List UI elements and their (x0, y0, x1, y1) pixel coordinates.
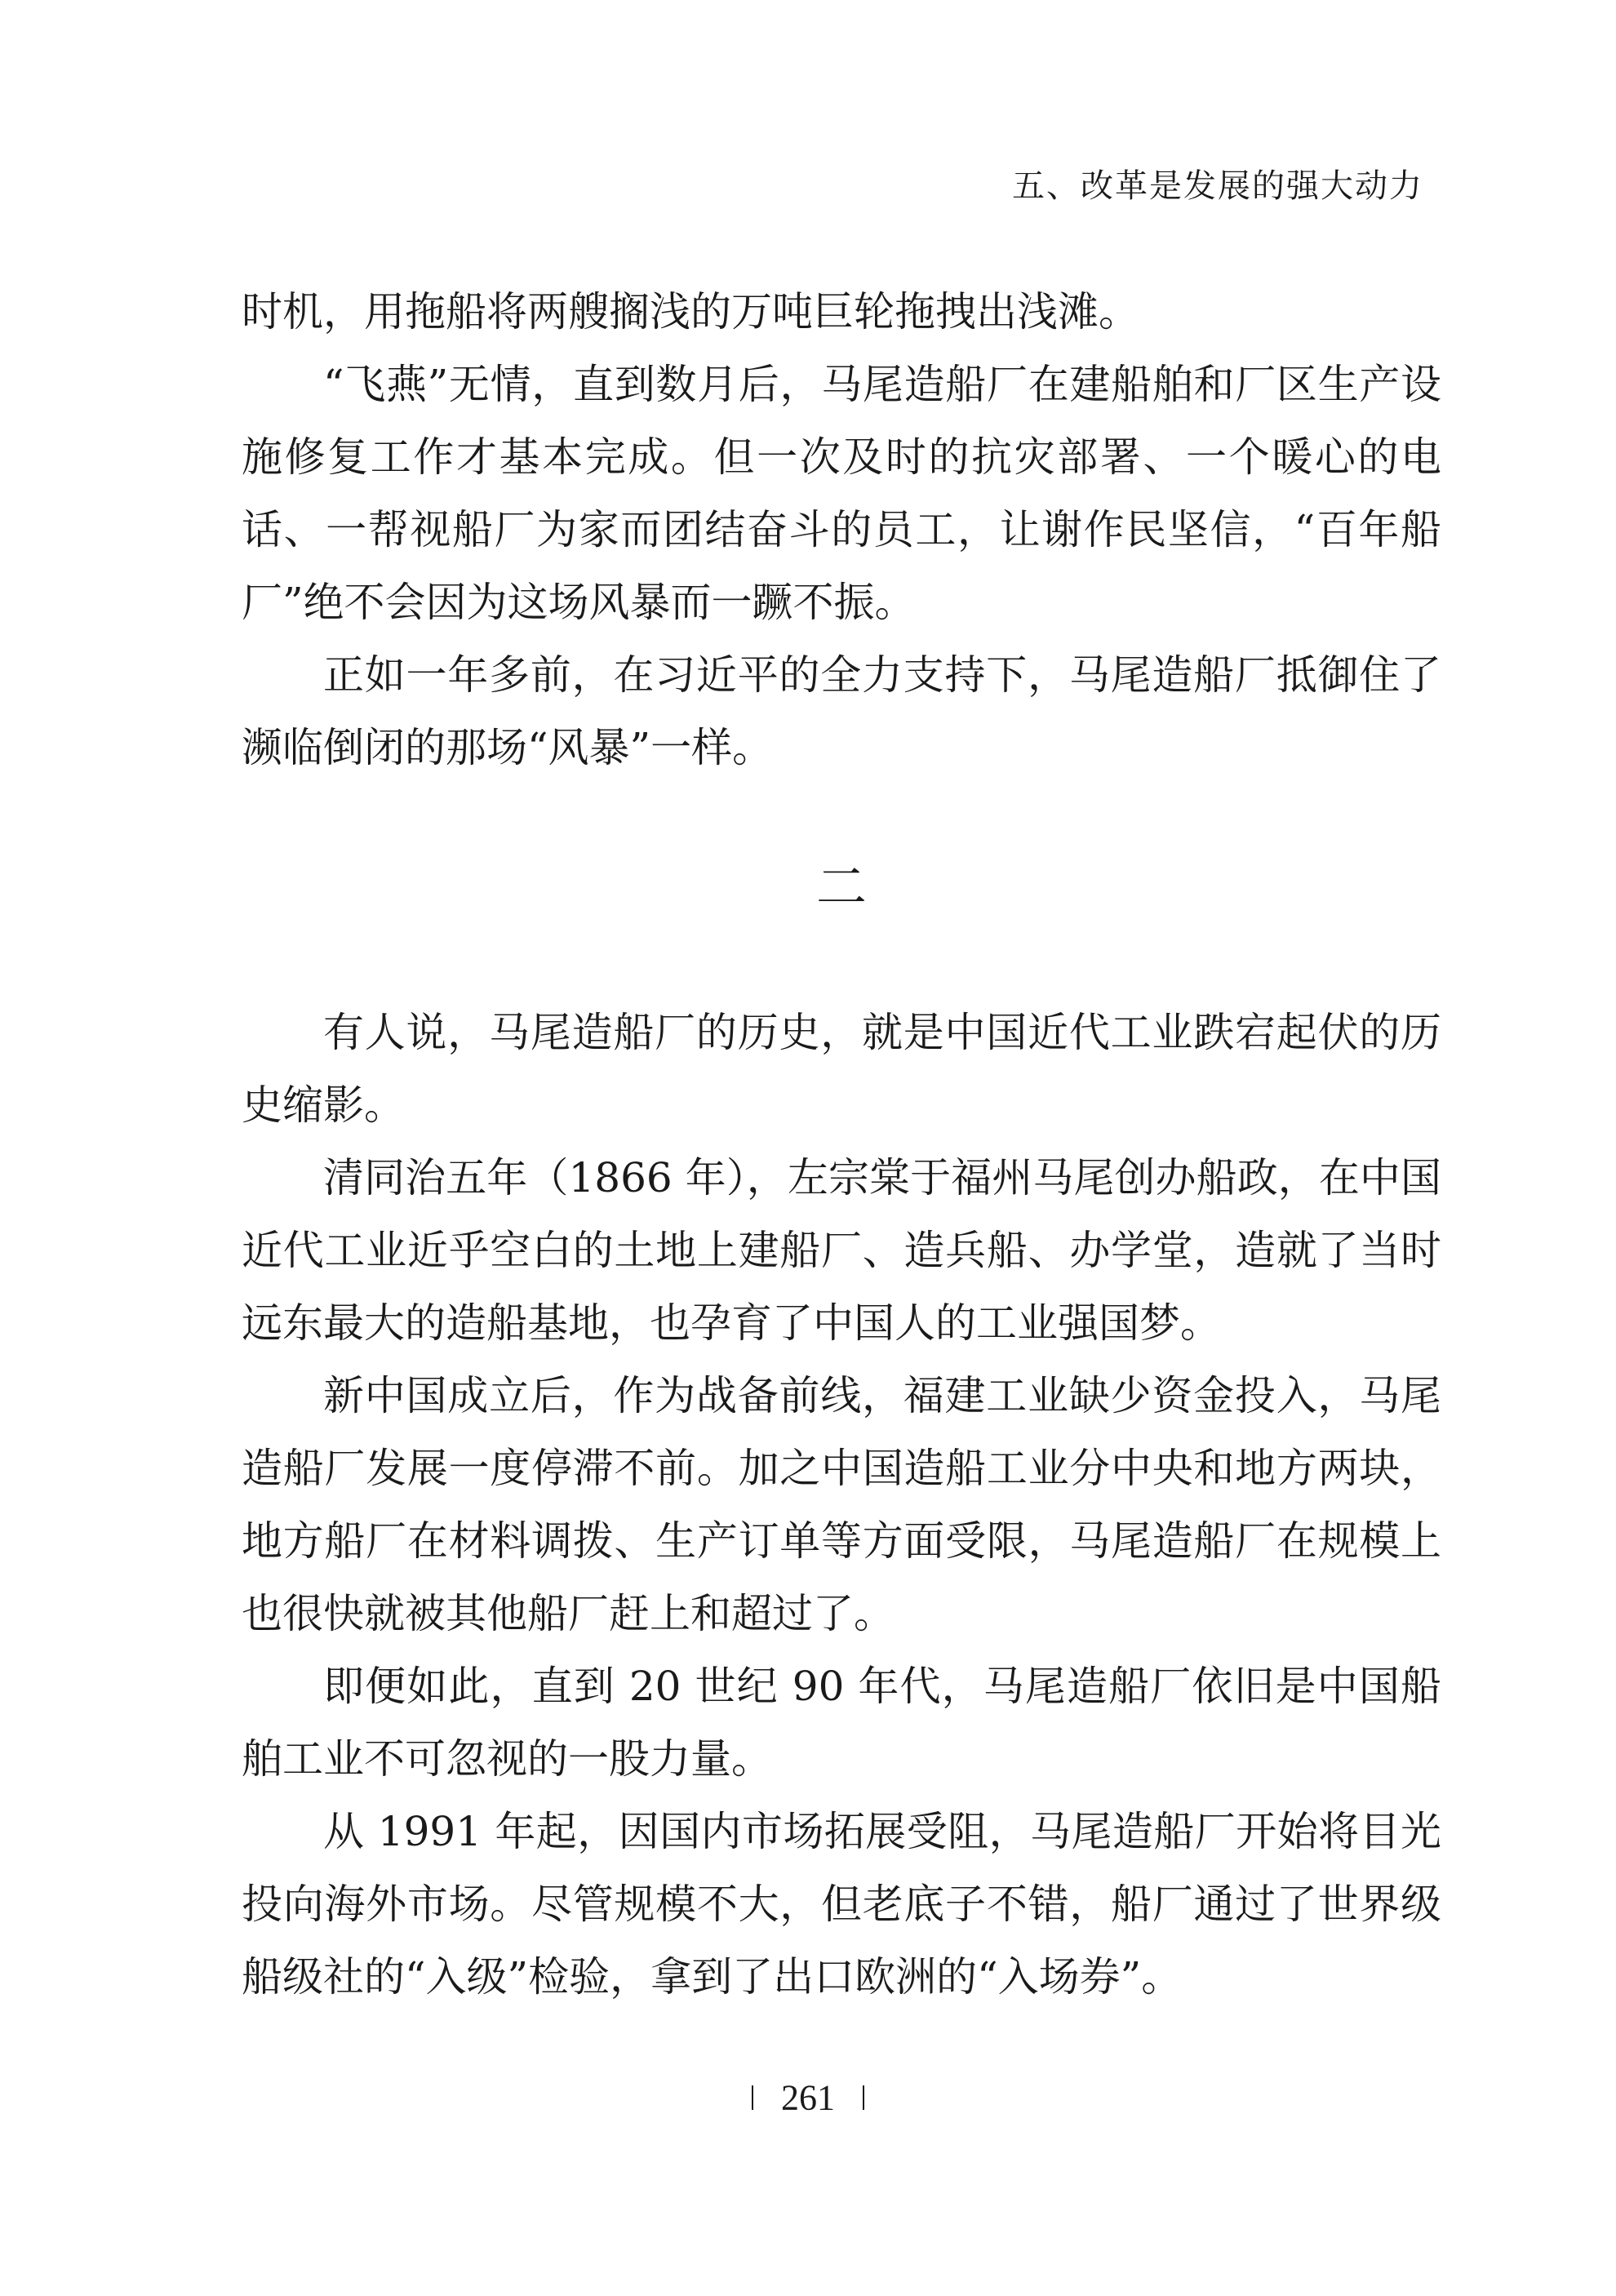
running-header: 五、改革是发展的强大动力 (1012, 167, 1423, 205)
paragraph: 新中国成立后，作为战备前线，福建工业缺少资金投入，马尾造船厂发展一度停滞不前。加之中国造船工业分中央和地方两块，地方船厂在材料调拨、生产订单等方面受限，马尾造船厂在规模上也很快就被其他船厂赶上和超过了。 (242, 1372, 1441, 1637)
footer-rule-right (863, 2085, 864, 2110)
page-footer (0, 2073, 1616, 2118)
paragraph: 从 1991 年起，因国内市场拓展受阻，马尾造船厂开始将目光投向海外市场。尽管规模不大，但老底子不错，船厂通过了世界级船级社的“入级”检验，拿到了出口欧洲的“入场券”。 (242, 1808, 1441, 2001)
paragraph: 清同治五年（1866 年），左宗棠于福州马尾创办船政，在中国近代工业近乎空白的土地上建船厂、造兵船、办学堂，造就了当时远东最大的造船基地，也孕育了中国人的工业强国梦。 (242, 1154, 1441, 1347)
paragraph: 正如一年多前，在习近平的全力支持下，马尾造船厂抵御住了濒临倒闭的那场“风暴”一样。 (242, 651, 1441, 771)
footer-rule-left (752, 2085, 753, 2110)
paragraph: 即便如此，直到 20 世纪 90 年代，马尾造船厂依旧是中国船舶工业不可忽视的一股力量。 (242, 1663, 1441, 1783)
section-number: 二 (815, 857, 867, 917)
body-text (242, 276, 1441, 2014)
paragraph: “飞燕”无情，直到数月后，马尾造船厂在建船舶和厂区生产设施修复工作才基本完成。但一次及时的抗灾部署、一个暖心的电话、一帮视船厂为家而团结奋斗的员工，让谢作民坚信，“百年船厂”绝不会因为这场风暴而一蹶不振。 (242, 361, 1441, 626)
paragraph: 有人说，马尾造船厂的历史，就是中国近代工业跌宕起伏的历史缩影。 (242, 1009, 1441, 1129)
page-number: 261 (781, 2077, 835, 2118)
paragraph-continued: 时机，用拖船将两艘搁浅的万吨巨轮拖拽出浅滩。 (242, 288, 1139, 335)
